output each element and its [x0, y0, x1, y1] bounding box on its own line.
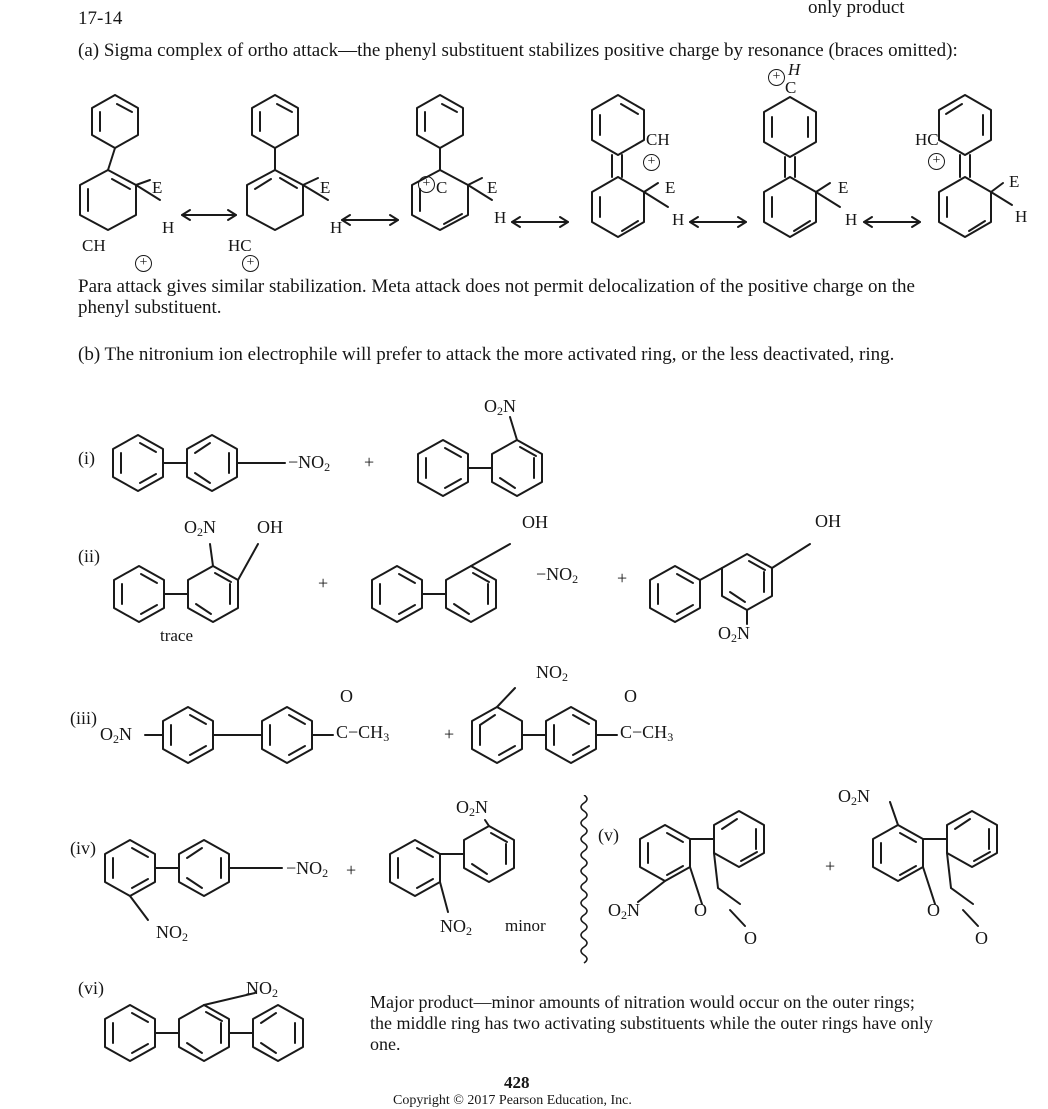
item-iv-plus: + [346, 860, 357, 880]
page-number: 428 [504, 1073, 530, 1092]
item-i-plus: + [364, 452, 375, 472]
plus-4: + [643, 154, 660, 171]
item-iv-no2-bottom-1: $NO_2$ [156, 922, 188, 944]
item-iii-plus: + [444, 724, 455, 744]
item-iii-no2: $NO_2$ [536, 662, 568, 684]
item-i-structures [0, 395, 1048, 505]
label-H-2: H [330, 218, 343, 237]
item-i-no2: $-NO_2$ [288, 452, 331, 474]
item-ii-trace: trace [160, 626, 194, 645]
label-E-5: E [838, 178, 849, 197]
item-ii-plus-1: + [318, 573, 329, 593]
part-a-heading: (a) Sigma complex of ortho attack—the phenyl substituent stabilizes positive charge by resonance (braces omitted): [78, 40, 958, 61]
resonance-structure-6 [939, 95, 1012, 237]
item-ii-o2n-c: $O_2N$ [718, 623, 750, 645]
problem-number: 17-14 [78, 8, 123, 29]
item-ii-o2n-a: $O_2N$ [184, 517, 216, 539]
label-E-6: E [1009, 172, 1020, 191]
item-ii-plus-2: + [617, 568, 628, 588]
label-HC-6: HC [915, 130, 939, 149]
item-i-label: (i) [78, 448, 95, 468]
plus-5: + [768, 69, 785, 86]
plus-3: + [418, 176, 435, 193]
plus-1: + [135, 255, 152, 272]
label-C-5: C [785, 78, 797, 97]
label-C-3: C [436, 178, 448, 197]
label-H-1: H [162, 218, 175, 237]
item-vi-structure [90, 985, 390, 1085]
part-b-heading: (b) The nitronium ion electrophile will prefer to attack the more activated ring, or the less deactivated, ring. [78, 344, 895, 365]
label-E-2: E [320, 178, 331, 197]
resonance-arrow-5 [864, 217, 920, 227]
item-v-label: (v) [598, 825, 619, 845]
label-E-4: E [665, 178, 676, 197]
resonance-structure-3 [412, 95, 492, 230]
item-ii-structures [0, 520, 1048, 650]
plus-6: + [928, 153, 945, 170]
plus-2: + [242, 255, 259, 272]
item-iii-label: (iii) [70, 708, 97, 728]
item-iv-o2n-top: $O_2N$ [456, 797, 488, 819]
item-v-o2n-right: $O_2N$ [838, 786, 870, 808]
item-iv-minor: minor [505, 916, 546, 935]
item-iii-o2n: $O_2N$ [100, 724, 132, 746]
item-iii-carbonyl-o-2: O [624, 686, 637, 706]
label-HC-2: HC [228, 236, 252, 255]
item-i-o2n: $O_2N$ [484, 396, 516, 418]
item-v-carbonyl-o-left: O [744, 928, 757, 948]
item-ii-oh-a: OH [257, 517, 283, 537]
resonance-arrow-2 [342, 215, 398, 225]
label-H-5: H [845, 210, 858, 229]
resonance-structure-1 [80, 95, 163, 230]
item-v-ring-o-left: O [694, 900, 707, 920]
item-v-plus: + [825, 856, 836, 876]
item-ii-oh-c: OH [815, 511, 841, 531]
resonance-arrow-3 [512, 217, 568, 227]
resonance-arrow-1 [182, 210, 236, 220]
item-iv-no2-right: $-NO_2$ [286, 858, 329, 880]
resonance-structure-5 [764, 97, 840, 237]
resonance-arrow-4 [690, 217, 746, 227]
item-vi-note: Major product—minor amounts of nitration would occur on the outer rings; the middle ring has two activating substituents while the outer rings have only one. [370, 992, 933, 1054]
item-vi-no2: $NO_2$ [246, 978, 278, 1000]
label-H-3: H [494, 208, 507, 227]
label-H-5-top: H [788, 60, 801, 79]
label-CH-4: CH [646, 130, 670, 149]
item-ii-no2-b: $-NO_2$ [536, 564, 579, 586]
item-v-carbonyl-o-right: O [975, 928, 988, 948]
label-H-6: H [1015, 207, 1028, 226]
label-E-1: E [152, 178, 163, 197]
label-E-3: E [487, 178, 498, 197]
part-a-note: Para attack gives similar stabilization. Meta attack does not permit delocalization of the positive charge on the phenyl substituent. [78, 276, 915, 318]
top-right-note: only product [808, 0, 905, 18]
item-v-o2n-left: $O_2N$ [608, 900, 640, 922]
item-iii-acetyl-1: $C-CH_3$ [336, 722, 390, 744]
resonance-structures [0, 85, 1048, 265]
item-v-ring-o-right: O [927, 900, 940, 920]
item-ii-label: (ii) [78, 546, 100, 566]
item-iv-label: (iv) [70, 838, 96, 858]
label-CH-1: CH [82, 236, 106, 255]
resonance-structure-2 [247, 95, 331, 230]
item-iv-no2-bottom-2: $NO_2$ [440, 916, 472, 938]
label-H-4: H [672, 210, 685, 229]
item-iii-structures [0, 680, 1048, 790]
item-ii-oh-b: OH [522, 512, 548, 532]
copyright: Copyright © 2017 Pearson Education, Inc. [393, 1093, 632, 1108]
item-iii-acetyl-2: $C-CH_3$ [620, 722, 674, 744]
item-vi-label: (vi) [78, 978, 104, 998]
item-iii-carbonyl-o-1: O [340, 686, 353, 706]
